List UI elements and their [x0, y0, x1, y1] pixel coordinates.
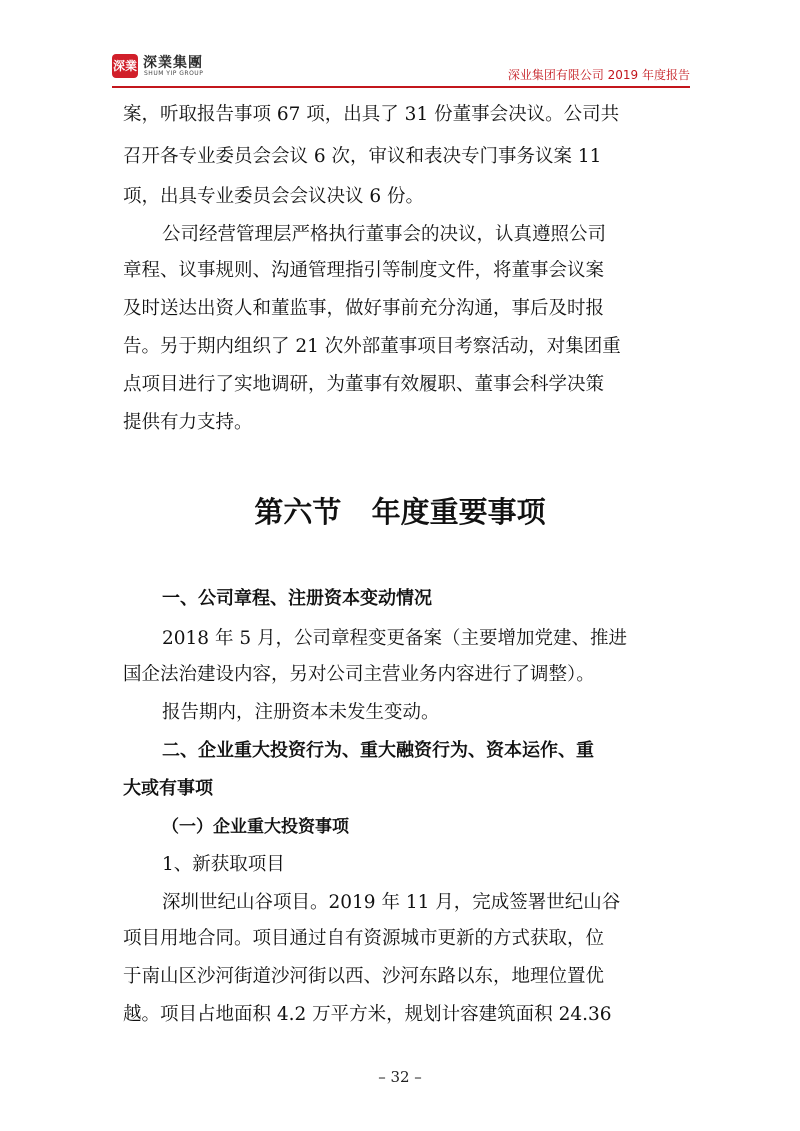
paragraph-line: 告。另于期内组织了 21 次外部董事项目考察活动，对集团重	[123, 336, 621, 357]
paragraph-line: 于南山区沙河街道沙河街以西、沙河东路以东，地理位置优	[123, 966, 605, 987]
paragraph-line: 国企法治建设内容，另对公司主营业务内容进行了调整）。	[123, 664, 595, 685]
paragraph-line: 报告期内，注册资本未发生变动。	[162, 702, 440, 723]
paragraph-line: 章程、议事规则、沟通管理指引等制度文件，将董事会议案	[123, 260, 605, 281]
paragraph-line: 点项目进行了实地调研，为董事有效履职、董事会科学决策	[123, 374, 605, 395]
paragraph-line: 召开各专业委员会会议 6 次，审议和表决专门事务议案 11	[123, 146, 602, 167]
company-logo-english: SHUM YIP GROUP	[144, 70, 204, 77]
report-title: 深业集团有限公司 2019 年度报告	[507, 68, 690, 82]
paragraph-line: 深圳世纪山谷项目。2019 年 11 月，完成签署世纪山谷	[162, 892, 621, 913]
company-logo-chinese: 深業集團	[143, 55, 203, 71]
page-number: – 32 –	[378, 1068, 422, 1086]
subheading: 一、公司章程、注册资本变动情况	[162, 588, 432, 609]
paragraph-line: 案，听取报告事项 67 项，出具了 31 份董事会决议。公司共	[123, 104, 620, 125]
paragraph-line: 项目用地合同。项目通过自有资源城市更新的方式获取，位	[123, 928, 605, 949]
paragraph-line: 1、新获取项目	[162, 854, 285, 875]
company-logo-mark: 深業	[112, 54, 138, 78]
subheading: （一）企业重大投资事项	[162, 817, 349, 837]
section-title: 第六节 年度重要事项	[254, 495, 546, 529]
subheading: 二、企业重大投资行为、重大融资行为、资本运作、重	[162, 740, 594, 761]
subheading: 大或有事项	[123, 778, 213, 799]
paragraph-line: 项，出具专业委员会会议决议 6 份。	[123, 186, 425, 207]
paragraph-line: 提供有力支持。	[123, 412, 253, 433]
paragraph-line: 及时送达出资人和董监事，做好事前充分沟通，事后及时报	[123, 298, 605, 319]
page-header	[112, 52, 690, 86]
paragraph-line: 越。项目占地面积 4.2 万平方米，规划计容建筑面积 24.36	[123, 1004, 612, 1025]
header-divider	[112, 86, 690, 88]
paragraph-line: 2018 年 5 月，公司章程变更备案（主要增加党建、推进	[162, 628, 627, 649]
paragraph-line: 公司经营管理层严格执行董事会的决议，认真遵照公司	[162, 224, 607, 245]
